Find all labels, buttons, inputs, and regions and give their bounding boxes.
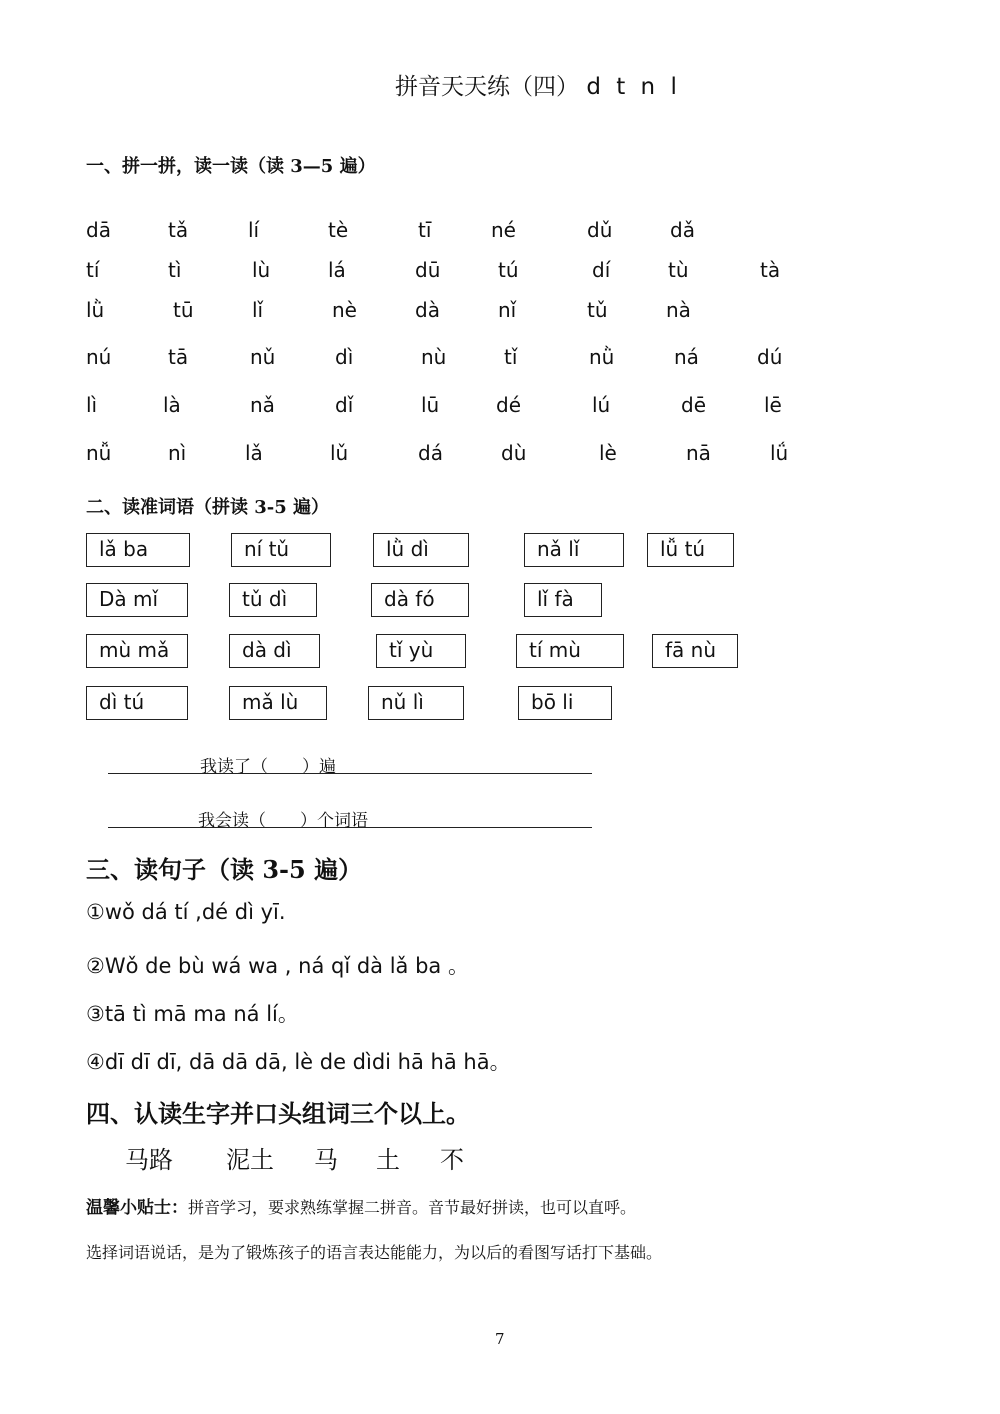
can-read-label: 我会读（ ）个词语	[198, 811, 368, 831]
pinyin-syllable: tǐ	[504, 345, 518, 369]
page-title-chinese: 拼音天天练（四）	[395, 74, 579, 100]
word-box: lǜ dì	[373, 533, 469, 567]
word-box: bō li	[518, 686, 612, 720]
char-word-2: 泥土	[226, 1146, 274, 1174]
pinyin-syllable: tú	[498, 258, 519, 282]
tips-line-2: 选择词语说话，是为了锻炼孩子的语言表达能能力，为以后的看图写话打下基础。	[86, 1243, 663, 1262]
pinyin-syllable: dǐ	[335, 393, 354, 417]
pinyin-syllable: dù	[501, 441, 527, 465]
pinyin-syllable: là	[163, 393, 181, 417]
pinyin-syllable: tǔ	[587, 298, 608, 322]
word-box: lǚ tú	[647, 533, 734, 567]
word-box: nǔ lì	[368, 686, 464, 720]
pinyin-syllable: nè	[332, 298, 357, 322]
char-word-4: 土	[376, 1146, 400, 1174]
word-box: tǔ dì	[229, 583, 317, 617]
section4-heading: 四、认读生字并口头组词三个以上。	[86, 1099, 470, 1128]
pinyin-syllable: tā	[168, 345, 189, 369]
pinyin-syllable: lè	[599, 441, 617, 465]
pinyin-syllable: nǚ	[86, 441, 112, 465]
pinyin-syllable: nā	[686, 441, 711, 465]
can-read-underline	[108, 827, 592, 828]
word-box: dì tú	[86, 686, 188, 720]
pinyin-syllable: nú	[86, 345, 112, 369]
pinyin-syllable: dā	[86, 218, 111, 242]
tips-line-1	[86, 1193, 636, 1218]
word-box: ní tǔ	[231, 533, 331, 567]
page-number: 7	[495, 1330, 505, 1348]
pinyin-syllable: nǎ	[250, 393, 275, 417]
sentence-4: ④dī dī dī, dā dā dā, lè de dìdi hā hā hā。	[86, 1050, 511, 1074]
word-box: fā nù	[652, 634, 738, 668]
word-box: dà dì	[229, 634, 320, 668]
pinyin-syllable: tù	[668, 258, 689, 282]
word-box: lǎ ba	[86, 533, 190, 567]
pinyin-syllable: lú	[592, 393, 611, 417]
pinyin-syllable: tī	[418, 218, 432, 242]
pinyin-syllable: lǐ	[252, 298, 264, 322]
page-title-letters: d t n l	[586, 74, 681, 100]
sentence-1: ①wǒ dá tí ,dé dì yī.	[86, 900, 286, 924]
pinyin-syllable: né	[491, 218, 516, 242]
pinyin-syllable: dǔ	[587, 218, 613, 242]
read-times-underline	[108, 773, 592, 774]
pinyin-syllable: dǎ	[670, 218, 695, 242]
pinyin-syllable: lǎ	[245, 441, 263, 465]
pinyin-syllable: dú	[757, 345, 783, 369]
pinyin-syllable: nǐ	[498, 298, 517, 322]
pinyin-syllable: tū	[173, 298, 194, 322]
pinyin-syllable: lū	[421, 393, 440, 417]
pinyin-syllable: dé	[496, 393, 521, 417]
tips-label: 温馨小贴士：	[86, 1198, 188, 1218]
pinyin-syllable: dà	[415, 298, 440, 322]
pinyin-syllable: tì	[168, 258, 182, 282]
pinyin-syllable: lǜ	[86, 298, 105, 322]
char-word-3: 马	[314, 1146, 338, 1174]
pinyin-syllable: nǔ	[250, 345, 276, 369]
word-box: tí mù	[516, 634, 624, 668]
sentence-2: ②Wǒ de bù wá wa , ná qǐ dà lǎ ba 。	[86, 954, 469, 978]
sentence-3: ③tā tì mā ma ná lí。	[86, 1002, 299, 1026]
page-title	[395, 68, 681, 101]
pinyin-syllable: dá	[418, 441, 443, 465]
pinyin-syllable: lǔ	[330, 441, 349, 465]
pinyin-syllable: dì	[335, 345, 354, 369]
word-box: nǎ lǐ	[524, 533, 624, 567]
pinyin-syllable: lì	[86, 393, 98, 417]
pinyin-syllable: lǘ	[770, 441, 789, 465]
pinyin-syllable: lē	[764, 393, 782, 417]
char-word-1: 马路	[125, 1146, 173, 1174]
word-box: lǐ fà	[524, 583, 602, 617]
pinyin-syllable: tà	[760, 258, 781, 282]
pinyin-syllable: ná	[674, 345, 699, 369]
pinyin-syllable: tí	[86, 258, 100, 282]
pinyin-syllable: dí	[592, 258, 611, 282]
word-box: Dà mǐ	[86, 583, 188, 617]
pinyin-syllable: dē	[681, 393, 706, 417]
pinyin-syllable: tǎ	[168, 218, 189, 242]
section3-heading: 三、读句子（读 3-5 遍）	[86, 855, 363, 884]
pinyin-syllable: tè	[328, 218, 349, 242]
pinyin-syllable: lù	[252, 258, 271, 282]
tips-text-1: 拼音学习，要求熟练掌握二拼音。音节最好拼读，也可以直呼。	[188, 1198, 637, 1217]
read-times-label: 我读了（ ）遍	[200, 757, 336, 777]
word-box: tǐ yù	[376, 634, 466, 668]
word-box: mǎ lù	[229, 686, 327, 720]
section1-heading: 一、拼一拼，读一读（读 3—5 遍）	[86, 156, 376, 177]
word-box: mù mǎ	[86, 634, 188, 668]
char-word-5: 不	[440, 1146, 464, 1174]
section2-heading: 二、读准词语（拼读 3-5 遍）	[86, 497, 330, 518]
word-box: dà fó	[371, 583, 469, 617]
pinyin-syllable: nǜ	[589, 345, 615, 369]
pinyin-syllable: dū	[415, 258, 441, 282]
pinyin-syllable: nù	[421, 345, 447, 369]
pinyin-syllable: lí	[248, 218, 260, 242]
pinyin-syllable: lá	[328, 258, 346, 282]
pinyin-syllable: nà	[666, 298, 691, 322]
pinyin-syllable: nì	[168, 441, 187, 465]
